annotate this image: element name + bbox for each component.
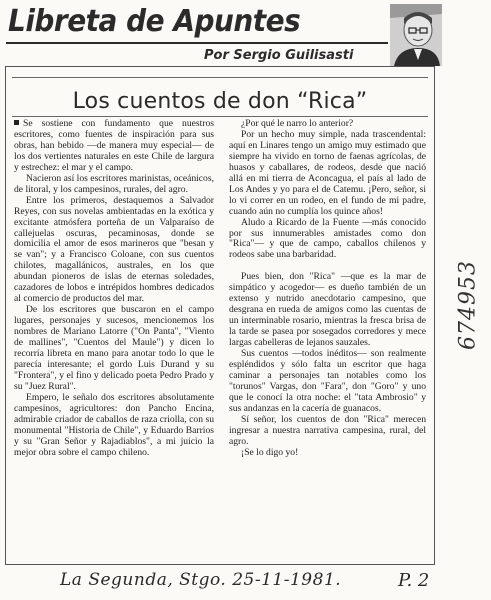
paragraph: ¿Por qué le narro lo anterior? xyxy=(241,118,354,129)
paragraph: Pues bien, don "Rica" —que es la mar de simpático y acogedor— es dueño también de un extenso y nutrido anecdotario campesino, que desgrana en rueda de amigos como las cuentas de un interminable rosario, mientras la fresca brisa de la tarde se pasea por sosegados corredores y mece largas cabelleras de lejanos sauzales. xyxy=(229,271,426,349)
article-headline: Los cuentos de don “Rica” xyxy=(72,89,368,114)
paragraph: Sus cuentos —todos inéditos— son realmente espléndidos y sólo falta un escritor que haga caminar a personajes tan notables como los "torunos" Vargas, don "Fara", don "Goro" y uno que le conocí la otra noche: el "tata Ambrosio" y sus andanzas en la cacería de guanacos. xyxy=(229,348,426,414)
paragraph: Entre los primeros, destaquemos a Salvador Reyes, con sus novelas ambientadas en la exótica y excitante atmósfera porteña de un Valparaíso de callejuelas oscuras, pecaminosas, donde se domicilia el amor de esos marineros que "besan y se van"; y a Francisco Coloane, con sus cuentos chilotes, magallánicos, australes, en los que abundan pioneros de islas de eternas soledades, cazadores de lobos e intrépidos hombres dedicados al comercio de productos del mar. xyxy=(14,194,214,305)
handwritten-side-note xyxy=(451,250,485,360)
column-header xyxy=(6,4,438,64)
column-title: Libreta de Apuntes xyxy=(8,4,301,39)
page-number: P. 2 xyxy=(398,570,430,591)
handwritten-source-note xyxy=(60,566,440,596)
byline: Por Sergio Guilisasti xyxy=(204,48,354,63)
author-portrait xyxy=(390,4,442,66)
paragraph: Por un hecho muy simple, nada trascendental: aquí en Linares tengo un amigo muy estimado que siempre ha vivido en torno de faenas agrícolas, de huasos y caballares, de rodeos, desde que nació allá en mi tierra de Aconcagua, el país al lado de Los Andes y yo para el de Catemu. ¡Pero, señor, si lo vi correr en un rodeo, en el fundo de mi padre, cuando aún no cumplía los quince años! xyxy=(229,128,426,217)
paragraph: Empero, le señalo dos escritores absolutamente campesinos, agricultores: don Pancho Encina, admirable criador de caballos de raza criolla, con su monumental "Historia de Chile", y Eduardo Barrios y su "Gran Señor y Rajadiablos", a mi juicio la mejor obra sobre el campo chileno. xyxy=(14,391,214,458)
article-column-right xyxy=(229,119,426,459)
paragraph: Se sostiene con fundamento que nuestros escritores, como fuentes de inspiración para sus obras, han bebido —de manera muy especial— de los dos vertientes naturales en este Chile de largura y estrechez: el mar y el campo. xyxy=(14,118,214,173)
source-citation: La Segunda, Stgo. 25-11-1981. xyxy=(60,570,342,590)
paragraph: ¡Se lo digo yo! xyxy=(241,446,299,458)
bullet-icon xyxy=(14,120,19,125)
paragraph: De los escritores que buscaron en el campo lugares, personajes y sucesos, mencionemos los nombres de Mariano Latorre ("On Panta", "Viento de mallines", "Cuentos del Maule") y dicen lo recorría libreta en mano para anotar todo lo que le parecía interesante; el gordo Luis Durand y su "Frontera", y el fino y delicado poeta Pedro Prado y su "Juez Rural". xyxy=(14,304,214,392)
divider xyxy=(12,77,428,78)
paragraph: Aludo a Ricardo de la Fuente —más conocido por sus innumerables amistades como don "Rica"— y que de campo, caballos chilenos y rodeos sabe una barbaridad. xyxy=(229,216,426,261)
paragraph: Sí señor, los cuentos de don "Rica" merecen ingresar a nuestra narrativa campesina, rural, del agro. xyxy=(229,413,426,447)
divider xyxy=(12,116,428,117)
catalog-number: 674953 xyxy=(455,260,481,350)
paragraph: Nacieron así los escritores marinistas, oceánicos, de litoral, y los campesinos, rurales, del agro. xyxy=(14,172,214,195)
title-underline xyxy=(6,42,388,44)
article-column-left xyxy=(14,119,214,459)
article-box xyxy=(5,66,435,565)
